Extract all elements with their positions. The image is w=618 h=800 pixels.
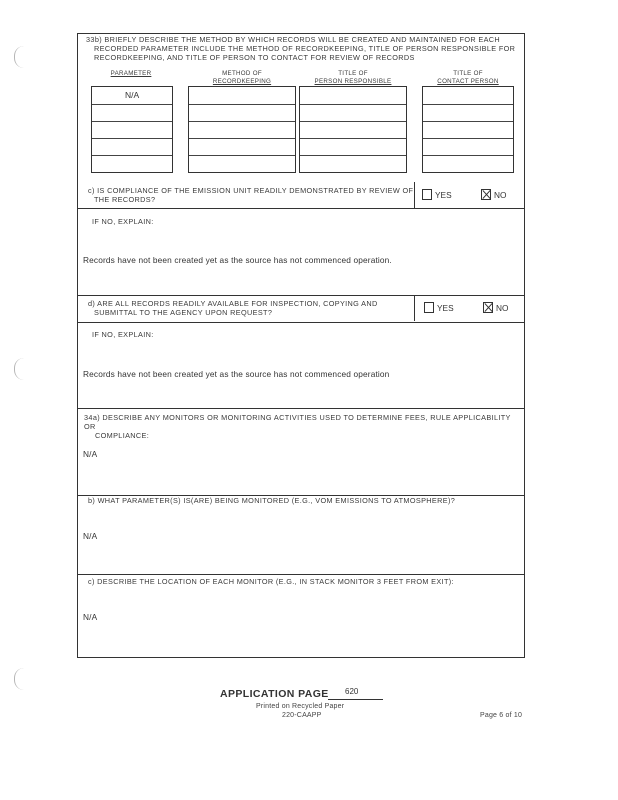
q34c-question: c) DESCRIBE THE LOCATION OF EACH MONITOR (E.G., IN STACK MONITOR 3 FEET FROM EXIT): [88,577,454,586]
q33b-line-3: RECORDKEEPING, AND TITLE OF PERSON TO CONTACT FOR REVIEW OF RECORDS [94,53,415,62]
table-parameter [91,86,173,173]
table-contact [422,86,514,173]
q33c-yes-checkbox[interactable] [422,189,432,200]
q33d-explain-label: IF NO, EXPLAIN: [92,330,154,339]
q33d-yes-label: YES [437,303,454,313]
page-of-count: Page 6 of 10 [480,712,523,719]
table-method [188,86,296,173]
form-frame [77,33,525,658]
q33b-heading [86,35,526,62]
binder-hole-bottom [14,668,24,690]
form-code: 220-CAAPP [282,712,322,719]
col-head-person: TITLE OF PERSON RESPONSIBLE [314,70,392,85]
q33d-question: d) ARE ALL RECORDS READILY AVAILABLE FOR INSPECTION, COPYING AND SUBMITTAL TO THE AGENCY UPON REQUEST? [88,299,378,317]
q33d-no-label: NO [496,303,509,313]
q33c-yes-label: YES [435,190,452,200]
q34c-answer[interactable]: N/A [83,612,98,622]
q33d-explanation[interactable]: Records have not been created yet as the source has not commenced operation [83,369,390,379]
q34b-answer[interactable]: N/A [83,531,98,541]
q33c-no-checkbox[interactable] [481,189,491,200]
col-head-method: METHOD OF RECORDKEEPING [212,70,272,85]
q33c-question: c) IS COMPLIANCE OF THE EMISSION UNIT READILY DEMONSTRATED BY REVIEW OF THE RECORDS? [88,186,414,204]
q34a-question: 34a) DESCRIBE ANY MONITORS OR MONITORING ACTIVITIES USED TO DETERMINE FEES, RULE APPLICABILITY OR COMPLIANCE: [84,413,511,440]
q33b-line-2: RECORDED PARAMETER INCLUDE THE METHOD OF RECORDKEEPING, TITLE OF PERSON RESPONSIBLE FOR [94,44,516,53]
q34b-question: b) WHAT PARAMETER(S) IS(ARE) BEING MONITORED (E.G., VOM EMISSIONS TO ATMOSPHERE)? [88,496,456,505]
parameter-cell-value: N/A [125,90,140,100]
q33b-line-1: 33b) BRIEFLY DESCRIBE THE METHOD BY WHICH RECORDS WILL BE CREATED AND MAINTAINED FOR EACH [86,35,501,44]
application-page-number: 620 [345,687,359,696]
binder-hole-middle [14,358,24,380]
q33c-explain-label: IF NO, EXPLAIN: [92,217,154,226]
application-page-title: APPLICATION PAGE [220,688,329,700]
q33c-explanation[interactable]: Records have not been created yet as the source has not commenced operation. [83,255,392,265]
col-head-parameter: PARAMETER [110,70,152,77]
q33d-no-checkbox[interactable] [483,302,493,313]
binder-hole-top [14,46,24,68]
q33d-yes-checkbox[interactable] [424,302,434,313]
q33c-no-label: NO [494,190,507,200]
q34a-answer[interactable]: N/A [83,449,98,459]
recycled-paper-note: Printed on Recycled Paper [256,703,345,710]
col-head-contact: TITLE OF CONTACT PERSON [437,70,499,85]
table-person [299,86,407,173]
